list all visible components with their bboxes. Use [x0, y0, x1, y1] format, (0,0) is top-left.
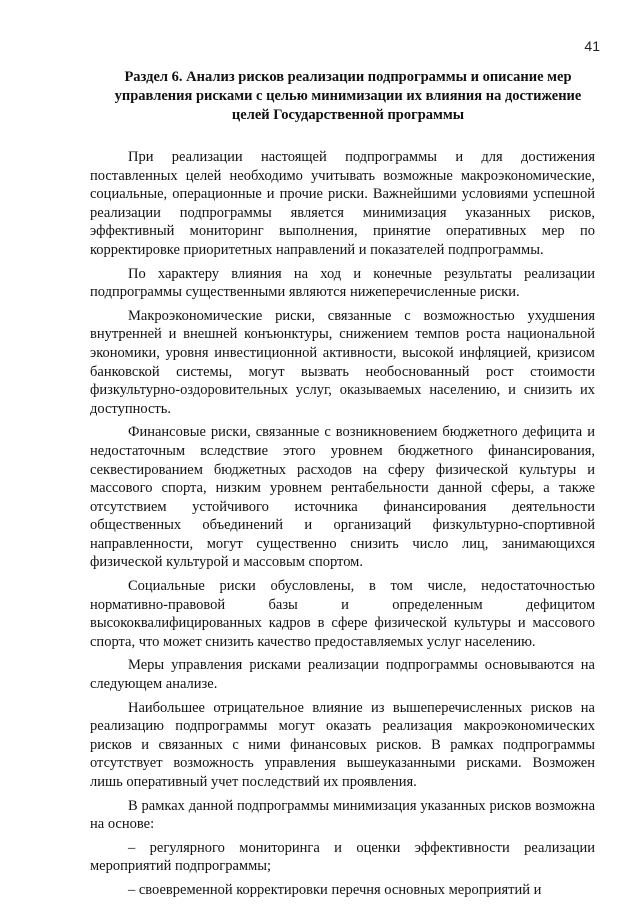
list-item-correction: – своевременной корректировки перечня основных мероприятий и — [128, 881, 542, 898]
paragraph-social-risks: Социальные риски обусловлены, в том числе, недостаточностью нормативно-правовой базы и определенным дефицитом высококвалифицированных кадров в сфере физической культуры и массового спорта, что может снизить качество предоставляемых услуг населению. — [90, 578, 595, 650]
section-heading: Раздел 6. Анализ рисков реализации подпрограммы и описание мер управления рисками с целью минимизации их влияния на достижение целей Государственной программы — [114, 69, 582, 123]
paragraph-greatest-impact: Наибольшее отрицательное влияние из вышеперечисленных рисков на реализацию подпрограммы могут оказать реализация макроэкономических рисков и связанных с ними финансовых рисков. В рамках подпрограммы отсутствует возможность управления вышеуказанными рисками. Возможен лишь оперативный учет последствий их проявления. — [90, 699, 595, 790]
paragraph-financial-risks: Финансовые риски, связанные с возникновением бюджетного дефицита и недостаточным вследствие этого уровнем бюджетного финансирования, секвестированием бюджетных расходов на сферу физической культуры и массового спорта, низким уровнем рентабельности данной сферы, а также отсутствием устойчивого источника финансирования деятельности общественных объединений и организаций физкультурно-спортивной направленности, могут существенно снизить число лиц, занимающихся физической культурой и массовым спортом. — [90, 424, 595, 571]
page-number: 41 — [584, 38, 600, 54]
paragraph-risk-management: Меры управления рисками реализации подпрограммы основываются на следующем анализе. — [90, 657, 595, 693]
paragraph-minimization-basis: В рамках данной подпрограммы минимизация указанных рисков возможна на основе: — [90, 797, 595, 833]
list-item-monitoring: – регулярного мониторинга и оценки эффективности реализации мероприятий подпрограммы; — [90, 839, 595, 875]
paragraph-risk-character: По характеру влияния на ход и конечные результаты реализации подпрограммы существенными являются нижеперечисленные риски. — [90, 265, 595, 301]
paragraph-intro: При реализации настоящей подпрограммы и для достижения поставленных целей необходимо учитывать возможные макроэкономические, социальные, операционные и прочие риски. Важнейшими условиями успешной реализации подпрограммы является минимизация указанных рисков, эффективный мониторинг выполнения, принятие оперативных мер по корректировке приоритетных направлений и показателей подпрограммы. — [90, 149, 595, 258]
document-body — [90, 148, 595, 905]
paragraph-macroeconomic-risks: Макроэкономические риски, связанные с возможностью ухудшения внутренней и внешней конъюнктуры, снижением темпов роста национальной экономики, уровня инвестиционной активности, высокой инфляцией, кризисом банковской системы, могут вызвать необоснованный рост стоимости физкультурно-оздоровительных услуг, оказываемых населению, и снизить их доступность. — [90, 307, 595, 417]
